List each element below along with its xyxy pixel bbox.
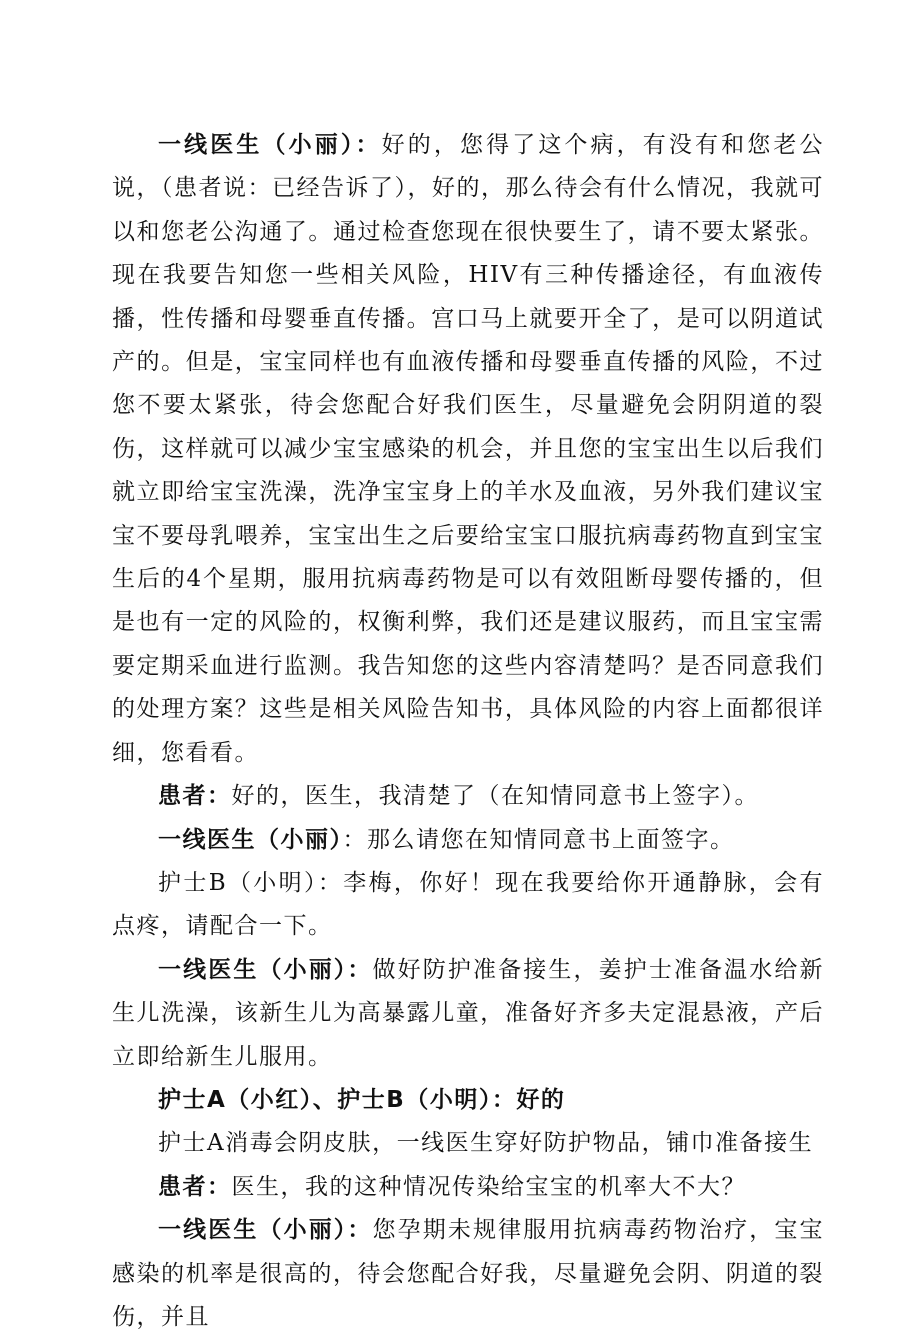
- paragraph-text: 护士B（小明）：李梅，你好！现在我要给你开通静脉，会有点疼，请配合一下。: [112, 869, 824, 940]
- paragraph-text: 医生，我的这种情况传染给宝宝的机率大不大？: [231, 1173, 746, 1200]
- dialogue-paragraph: [112, 862, 824, 949]
- dialogue-paragraph: [112, 949, 824, 1079]
- paragraph-text: 好的，您得了这个病，有没有和您老公说，（患者说：已经告诉了），好的，那么待会有什么情况，我就可以和您老公沟通了。通过检查您现在很快要生了，请不要太紧张。现在我要告知您一些相关风险，HIV有三种传播途径，有血液传播，性传播和母婴垂直传播。宫口马上就要开全了，是可以阴道试产的。但是，宝宝同样也有血液传播和母婴垂直传播的风险，不过您不要太紧张，待会您配合好我们医生，尽量避免会阴阴道的裂伤，这样就可以减少宝宝感染的机会，并且您的宝宝出生以后我们就立即给宝宝洗澡，洗净宝宝身上的羊水及血液，另外我们建议宝宝不要母乳喂养，宝宝出生之后要给宝宝口服抗病毒药物直到宝宝生后的4个星期，服用抗病毒药物是可以有效阻断母婴传播的，但是也有一定的风险的，权衡利弊，我们还是建议服药，而且宝宝需要定期采血进行监测。我告知您的这些内容清楚吗？是否同意我们的处理方案？这些是相关风险告知书，具体风险的内容上面都很详细，您看看。: [112, 132, 825, 766]
- speaker-label: 一线医生（小丽）：: [158, 132, 382, 158]
- paragraph-text: ：那么请您在知情同意书上面签字。: [342, 826, 735, 853]
- dialogue-body: [112, 124, 824, 1339]
- paragraph-text: 做好防护准备接生，姜护士准备温水给新生儿洗澡，该新生儿为高暴露儿童，准备好齐多夫定混悬液，产后立即给新生儿服用。: [112, 956, 825, 1070]
- speaker-label: 患者：: [158, 783, 232, 810]
- speaker-label: 护士A（小红）、护士B（小明）：好的: [158, 1086, 566, 1113]
- paragraph-text: 好的，医生，我清楚了（在知情同意书上签字）。: [231, 783, 759, 810]
- dialogue-paragraph: [112, 1209, 824, 1339]
- dialogue-paragraph: [112, 124, 824, 775]
- speaker-label: 一线医生（小丽）：: [158, 1217, 373, 1244]
- paragraph-text: 护士A消毒会阴皮肤，一线医生穿好防护物品，铺巾准备接生: [158, 1130, 814, 1157]
- dialogue-paragraph: [112, 1166, 824, 1209]
- paragraph-text: 您孕期未规律服用抗病毒药物治疗，宝宝感染的机率是很高的，待会您配合好我，尽量避免会阴、阴道的裂伤，并且: [112, 1217, 825, 1330]
- speaker-label: 一线医生（小丽）: [158, 826, 343, 853]
- dialogue-paragraph: [112, 819, 824, 862]
- dialogue-paragraph: [112, 775, 824, 818]
- speaker-label: 一线医生（小丽）：: [158, 956, 373, 983]
- speaker-label: 患者：: [158, 1173, 232, 1200]
- dialogue-paragraph: [112, 1122, 824, 1165]
- dialogue-paragraph: [112, 1079, 824, 1122]
